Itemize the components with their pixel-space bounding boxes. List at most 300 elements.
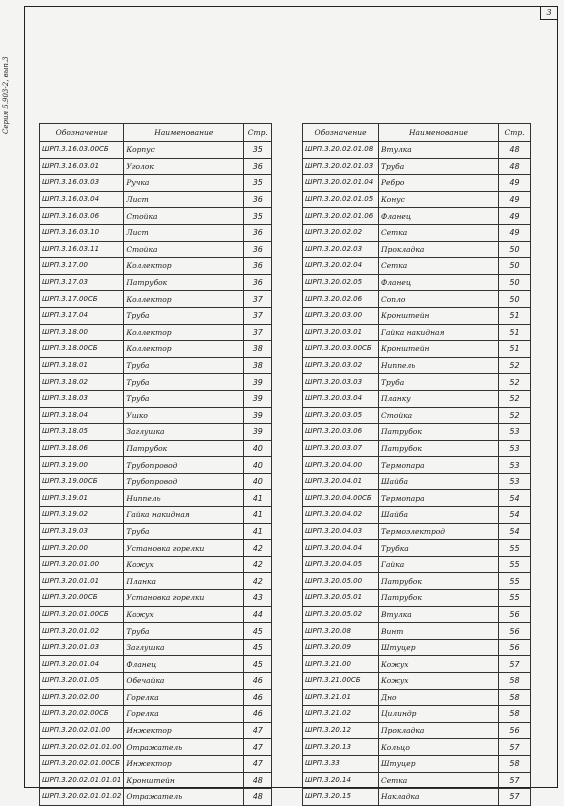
name-cell: Штуцер: [379, 755, 499, 772]
designation-cell: ШРП.3.20.02.01.08: [303, 142, 379, 159]
designation-cell: ШРП.3.20.04.01: [303, 473, 379, 490]
page-cell: 42: [244, 556, 272, 573]
page-cell: 54: [499, 507, 531, 524]
name-cell: Кольцо: [379, 739, 499, 756]
page-cell: 41: [244, 523, 272, 540]
designation-cell: ШРП.3.18.02: [40, 374, 124, 391]
name-cell: Коллектор: [124, 258, 244, 275]
name-cell: Накладка: [379, 789, 499, 806]
name-cell: Ниппель: [124, 490, 244, 507]
table-row: [40, 755, 272, 772]
page-cell: 53: [499, 424, 531, 441]
page-cell: 38: [244, 357, 272, 374]
page-cell: 50: [499, 258, 531, 275]
name-cell: Кожух: [124, 556, 244, 573]
name-cell: Трубка: [379, 540, 499, 557]
table-row: [303, 507, 531, 524]
name-cell: Гайка накидная: [124, 507, 244, 524]
table-row: [303, 673, 531, 690]
page-cell: 40: [244, 457, 272, 474]
page-cell: 56: [499, 722, 531, 739]
table-row: [303, 241, 531, 258]
name-cell: Стойка: [124, 241, 244, 258]
page-cell: 47: [244, 739, 272, 756]
table-row: [303, 706, 531, 723]
page-cell: 53: [499, 440, 531, 457]
name-cell: Горелка: [124, 706, 244, 723]
table-row: [40, 142, 272, 159]
designation-cell: ШРП.3.20.03.07: [303, 440, 379, 457]
name-cell: Прокладка: [379, 722, 499, 739]
designation-cell: ШРП.3.20.05.00: [303, 573, 379, 590]
name-cell: Горелка: [124, 689, 244, 706]
designation-cell: ШРП.3.20.04.05: [303, 556, 379, 573]
designation-cell: ШРП.3.20.02.01.01.02: [40, 789, 124, 806]
page-cell: 51: [499, 307, 531, 324]
page-cell: 37: [244, 307, 272, 324]
designation-cell: ШРП.3.21.00СБ: [303, 673, 379, 690]
designation-cell: ШРП.3.20.01.00СБ: [40, 606, 124, 623]
page-cell: 54: [499, 523, 531, 540]
page-cell: 35: [244, 175, 272, 192]
designation-cell: ШРП.3.20.04.00: [303, 457, 379, 474]
designation-cell: ШРП.3.17.04: [40, 307, 124, 324]
designation-cell: ШРП.3.17.00СБ: [40, 291, 124, 308]
name-cell: Кронштейн: [379, 307, 499, 324]
name-cell: Ниппель: [379, 357, 499, 374]
name-cell: Цилиндр: [379, 706, 499, 723]
page-cell: 43: [244, 590, 272, 607]
page-cell: 58: [499, 755, 531, 772]
table-row: [303, 755, 531, 772]
name-cell: Гайка: [379, 556, 499, 573]
name-cell: Кожух: [379, 673, 499, 690]
designation-cell: ШРП.3.20.03.00СБ: [303, 341, 379, 358]
table-row: [303, 457, 531, 474]
name-cell: Коллектор: [124, 341, 244, 358]
designation-cell: ШРП.3.20.02.01.05: [303, 191, 379, 208]
page-cell: 39: [244, 390, 272, 407]
page-cell: 40: [244, 473, 272, 490]
designation-cell: ШРП.3.18.00: [40, 324, 124, 341]
table-row: [303, 722, 531, 739]
table-row: [303, 772, 531, 789]
name-cell: Труба: [124, 307, 244, 324]
name-cell: Сетка: [379, 258, 499, 275]
page-cell: 58: [499, 689, 531, 706]
page-cell: 45: [244, 639, 272, 656]
name-cell: Планку: [379, 390, 499, 407]
name-cell: Инжектор: [124, 722, 244, 739]
table-row: [40, 623, 272, 640]
designation-cell: ШРП.3.20.02.01.00: [40, 722, 124, 739]
page-cell: 42: [244, 540, 272, 557]
name-cell: Патрубок: [124, 274, 244, 291]
designation-cell: ШРП.3.19.01: [40, 490, 124, 507]
page-cell: 47: [244, 755, 272, 772]
page-cell: 57: [499, 739, 531, 756]
page-cell: 51: [499, 324, 531, 341]
page-cell: 55: [499, 540, 531, 557]
page-cell: 52: [499, 407, 531, 424]
page-cell: 57: [499, 656, 531, 673]
designation-cell: ШРП.3.20.00СБ: [40, 590, 124, 607]
table-row: [40, 590, 272, 607]
table-row: [303, 656, 531, 673]
table-row: [40, 274, 272, 291]
name-cell: Патрубок: [124, 440, 244, 457]
name-cell: Ручка: [124, 175, 244, 192]
table-row: [40, 789, 272, 806]
table-row: [303, 357, 531, 374]
designation-cell: ШРП.3.20.04.03: [303, 523, 379, 540]
table-row: [40, 291, 272, 308]
page-cell: 36: [244, 191, 272, 208]
designation-cell: ШРП.3.20.02.01.03: [303, 158, 379, 175]
table-row: [40, 224, 272, 241]
table-row: [40, 424, 272, 441]
table-row: [303, 573, 531, 590]
designation-cell: ШРП.3.16.03.04: [40, 191, 124, 208]
name-cell: Заглушка: [124, 424, 244, 441]
table-row: [303, 556, 531, 573]
name-cell: Труба: [124, 357, 244, 374]
designation-cell: ШРП.3.20.01.05: [40, 673, 124, 690]
designation-cell: ШРП.3.20.02.06: [303, 291, 379, 308]
page-cell: 55: [499, 573, 531, 590]
name-cell: Труба: [124, 374, 244, 391]
page-cell: 55: [499, 556, 531, 573]
page-cell: 45: [244, 656, 272, 673]
table-row: [303, 407, 531, 424]
designation-cell: ШРП.3.33: [303, 755, 379, 772]
page-cell: 36: [244, 274, 272, 291]
page-cell: 58: [499, 706, 531, 723]
name-cell: Термопара: [379, 457, 499, 474]
name-cell: Установка горелки: [124, 540, 244, 557]
name-cell: Ушко: [124, 407, 244, 424]
table-row: [40, 191, 272, 208]
table-row: [40, 490, 272, 507]
table-row: [303, 689, 531, 706]
designation-cell: ШРП.3.20.02.02: [303, 224, 379, 241]
designation-cell: ШРП.3.20.14: [303, 772, 379, 789]
page-cell: 53: [499, 473, 531, 490]
table-row: [303, 208, 531, 225]
designation-cell: ШРП.3.20.01.01: [40, 573, 124, 590]
table-row: [40, 673, 272, 690]
page-cell: 36: [244, 258, 272, 275]
page-cell: 46: [244, 673, 272, 690]
header-name: Наименование: [379, 124, 499, 142]
designation-cell: ШРП.3.21.00: [303, 656, 379, 673]
page-cell: 57: [499, 789, 531, 806]
series-label: Серия 5.903-2, вып.3: [2, 56, 10, 134]
name-cell: Кронштейн: [124, 772, 244, 789]
table-row: [303, 390, 531, 407]
name-cell: Термопара: [379, 490, 499, 507]
name-cell: Уголок: [124, 158, 244, 175]
page-cell: 39: [244, 407, 272, 424]
page-cell: 50: [499, 274, 531, 291]
designation-cell: ШРП.3.20.03.04: [303, 390, 379, 407]
designation-cell: ШРП.3.18.05: [40, 424, 124, 441]
name-cell: Втулка: [379, 142, 499, 159]
page-cell: 48: [499, 158, 531, 175]
table-row: [303, 291, 531, 308]
designation-cell: ШРП.3.20.15: [303, 789, 379, 806]
name-cell: Кожух: [379, 656, 499, 673]
name-cell: Втулка: [379, 606, 499, 623]
table-row: [303, 324, 531, 341]
table-row: [40, 341, 272, 358]
table-row: [303, 606, 531, 623]
table-row: [40, 158, 272, 175]
name-cell: Шайба: [379, 473, 499, 490]
designation-cell: ШРП.3.19.02: [40, 507, 124, 524]
designation-cell: ШРП.3.20.02.01.01.01: [40, 772, 124, 789]
page-cell: 35: [244, 142, 272, 159]
designation-cell: ШРП.3.18.06: [40, 440, 124, 457]
designation-cell: ШРП.3.20.13: [303, 739, 379, 756]
designation-cell: ШРП.3.20.03.03: [303, 374, 379, 391]
table-row: [40, 407, 272, 424]
name-cell: Ребро: [379, 175, 499, 192]
designation-cell: ШРП.3.20.03.01: [303, 324, 379, 341]
table-row: [40, 722, 272, 739]
page-cell: 42: [244, 573, 272, 590]
designation-cell: ШРП.3.20.03.02: [303, 357, 379, 374]
table-row: [40, 357, 272, 374]
name-cell: Сопло: [379, 291, 499, 308]
page-cell: 50: [499, 241, 531, 258]
spec-table-left: [39, 123, 272, 806]
page-cell: 39: [244, 374, 272, 391]
designation-cell: ШРП.3.20.04.00СБ: [303, 490, 379, 507]
designation-cell: ШРП.3.20.03.05: [303, 407, 379, 424]
name-cell: Планка: [124, 573, 244, 590]
page-cell: 56: [499, 623, 531, 640]
table-row: [303, 175, 531, 192]
designation-cell: ШРП.3.19.00: [40, 457, 124, 474]
table-row: [40, 523, 272, 540]
name-cell: Кронштейн: [379, 341, 499, 358]
table-row: [40, 390, 272, 407]
table-row: [303, 623, 531, 640]
page-cell: 37: [244, 291, 272, 308]
table-row: [303, 142, 531, 159]
header-name: Наименование: [124, 124, 244, 142]
designation-cell: ШРП.3.18.01: [40, 357, 124, 374]
name-cell: Штуцер: [379, 639, 499, 656]
table-row: [303, 639, 531, 656]
page-cell: 54: [499, 490, 531, 507]
designation-cell: ШРП.3.16.03.00СБ: [40, 142, 124, 159]
name-cell: Заглушка: [124, 639, 244, 656]
table-row: [40, 241, 272, 258]
designation-cell: ШРП.3.19.00СБ: [40, 473, 124, 490]
name-cell: Труба: [124, 390, 244, 407]
page-cell: 53: [499, 457, 531, 474]
designation-cell: ШРП.3.16.03.03: [40, 175, 124, 192]
table-row: [40, 656, 272, 673]
page-cell: 39: [244, 424, 272, 441]
table-row: [40, 440, 272, 457]
designation-cell: ШРП.3.19.03: [40, 523, 124, 540]
page-cell: 48: [244, 772, 272, 789]
table-row: [303, 224, 531, 241]
designation-cell: ШРП.3.18.04: [40, 407, 124, 424]
page-cell: 49: [499, 175, 531, 192]
table-row: [40, 606, 272, 623]
designation-cell: ШРП.3.20.01.03: [40, 639, 124, 656]
page-cell: 56: [499, 639, 531, 656]
designation-cell: ШРП.3.16.03.11: [40, 241, 124, 258]
page-cell: 44: [244, 606, 272, 623]
page-cell: 36: [244, 158, 272, 175]
name-cell: Стойка: [124, 208, 244, 225]
designation-cell: ШРП.3.17.00: [40, 258, 124, 275]
name-cell: Шайба: [379, 507, 499, 524]
page-cell: 46: [244, 689, 272, 706]
table-row: [303, 440, 531, 457]
name-cell: Труба: [124, 523, 244, 540]
page-cell: 58: [499, 673, 531, 690]
designation-cell: ШРП.3.20.09: [303, 639, 379, 656]
table-row: [303, 540, 531, 557]
page-number: 3: [540, 7, 557, 20]
page-cell: 52: [499, 357, 531, 374]
page-cell: 55: [499, 590, 531, 607]
table-row: [40, 473, 272, 490]
name-cell: Отражатель: [124, 789, 244, 806]
designation-cell: ШРП.3.21.01: [303, 689, 379, 706]
designation-cell: ШРП.3.20.08: [303, 623, 379, 640]
name-cell: Фланец: [379, 274, 499, 291]
name-cell: Стойка: [379, 407, 499, 424]
page-cell: 41: [244, 507, 272, 524]
name-cell: Обечайка: [124, 673, 244, 690]
table-row: [303, 274, 531, 291]
name-cell: Термоэлектрод: [379, 523, 499, 540]
designation-cell: ШРП.3.20.03.06: [303, 424, 379, 441]
spec-table-right: [302, 123, 531, 806]
page-cell: 49: [499, 224, 531, 241]
table-row: [40, 739, 272, 756]
table-row: [303, 424, 531, 441]
name-cell: Инжектор: [124, 755, 244, 772]
designation-cell: ШРП.3.18.00СБ: [40, 341, 124, 358]
table-row: [40, 689, 272, 706]
page-cell: 37: [244, 324, 272, 341]
page-cell: 52: [499, 390, 531, 407]
table-row: [303, 158, 531, 175]
designation-cell: ШРП.3.20.05.02: [303, 606, 379, 623]
name-cell: Прокладка: [379, 241, 499, 258]
name-cell: Гайка накидная: [379, 324, 499, 341]
designation-cell: ШРП.3.20.04.02: [303, 507, 379, 524]
name-cell: Коллектор: [124, 291, 244, 308]
page-cell: 45: [244, 623, 272, 640]
table-row: [40, 706, 272, 723]
name-cell: Лист: [124, 224, 244, 241]
page-cell: 49: [499, 208, 531, 225]
table-row: [40, 457, 272, 474]
page-cell: 40: [244, 440, 272, 457]
designation-cell: ШРП.3.17.03: [40, 274, 124, 291]
page-cell: 56: [499, 606, 531, 623]
designation-cell: ШРП.3.20.02.04: [303, 258, 379, 275]
table-row: [303, 374, 531, 391]
table-row: [40, 772, 272, 789]
table-row: [40, 307, 272, 324]
designation-cell: ШРП.3.20.01.02: [40, 623, 124, 640]
table-row: [40, 573, 272, 590]
designation-cell: ШРП.3.20.02.05: [303, 274, 379, 291]
designation-cell: ШРП.3.16.03.10: [40, 224, 124, 241]
name-cell: Отражатель: [124, 739, 244, 756]
designation-cell: ШРП.3.18.03: [40, 390, 124, 407]
page-cell: 57: [499, 772, 531, 789]
table-row: [303, 789, 531, 806]
page-cell: 35: [244, 208, 272, 225]
name-cell: Дно: [379, 689, 499, 706]
table-row: [303, 473, 531, 490]
designation-cell: ШРП.3.16.03.06: [40, 208, 124, 225]
table-row: [303, 490, 531, 507]
designation-cell: ШРП.3.20.02.01.00СБ: [40, 755, 124, 772]
name-cell: Конус: [379, 191, 499, 208]
header-designation: Обозначение: [40, 124, 124, 142]
table-row: [40, 175, 272, 192]
table-row: [303, 191, 531, 208]
name-cell: Установка горелки: [124, 590, 244, 607]
table-row: [40, 324, 272, 341]
page-cell: 50: [499, 291, 531, 308]
table-row: [40, 556, 272, 573]
header-page: Стр.: [499, 124, 531, 142]
name-cell: Сетка: [379, 772, 499, 789]
page-cell: 52: [499, 374, 531, 391]
page-cell: 46: [244, 706, 272, 723]
designation-cell: ШРП.3.20.03.00: [303, 307, 379, 324]
page-cell: 48: [499, 142, 531, 159]
designation-cell: ШРП.3.20.12: [303, 722, 379, 739]
name-cell: Трубопровод: [124, 457, 244, 474]
designation-cell: ШРП.3.16.03.01: [40, 158, 124, 175]
name-cell: Труба: [379, 374, 499, 391]
name-cell: Патрубок: [379, 573, 499, 590]
designation-cell: ШРП.3.20.02.00: [40, 689, 124, 706]
designation-cell: ШРП.3.20.00: [40, 540, 124, 557]
table-row: [40, 507, 272, 524]
name-cell: Фланец: [379, 208, 499, 225]
header-designation: Обозначение: [303, 124, 379, 142]
designation-cell: ШРП.3.20.02.01.06: [303, 208, 379, 225]
designation-cell: ШРП.3.20.05.01: [303, 590, 379, 607]
table-header-row: [303, 124, 531, 142]
page-cell: 41: [244, 490, 272, 507]
designation-cell: ШРП.3.20.02.00СБ: [40, 706, 124, 723]
page-cell: 47: [244, 722, 272, 739]
name-cell: Фланец: [124, 656, 244, 673]
name-cell: Коллектор: [124, 324, 244, 341]
name-cell: Кожух: [124, 606, 244, 623]
table-row: [303, 307, 531, 324]
page-cell: 38: [244, 341, 272, 358]
page-cell: 48: [244, 789, 272, 806]
page-cell: 51: [499, 341, 531, 358]
